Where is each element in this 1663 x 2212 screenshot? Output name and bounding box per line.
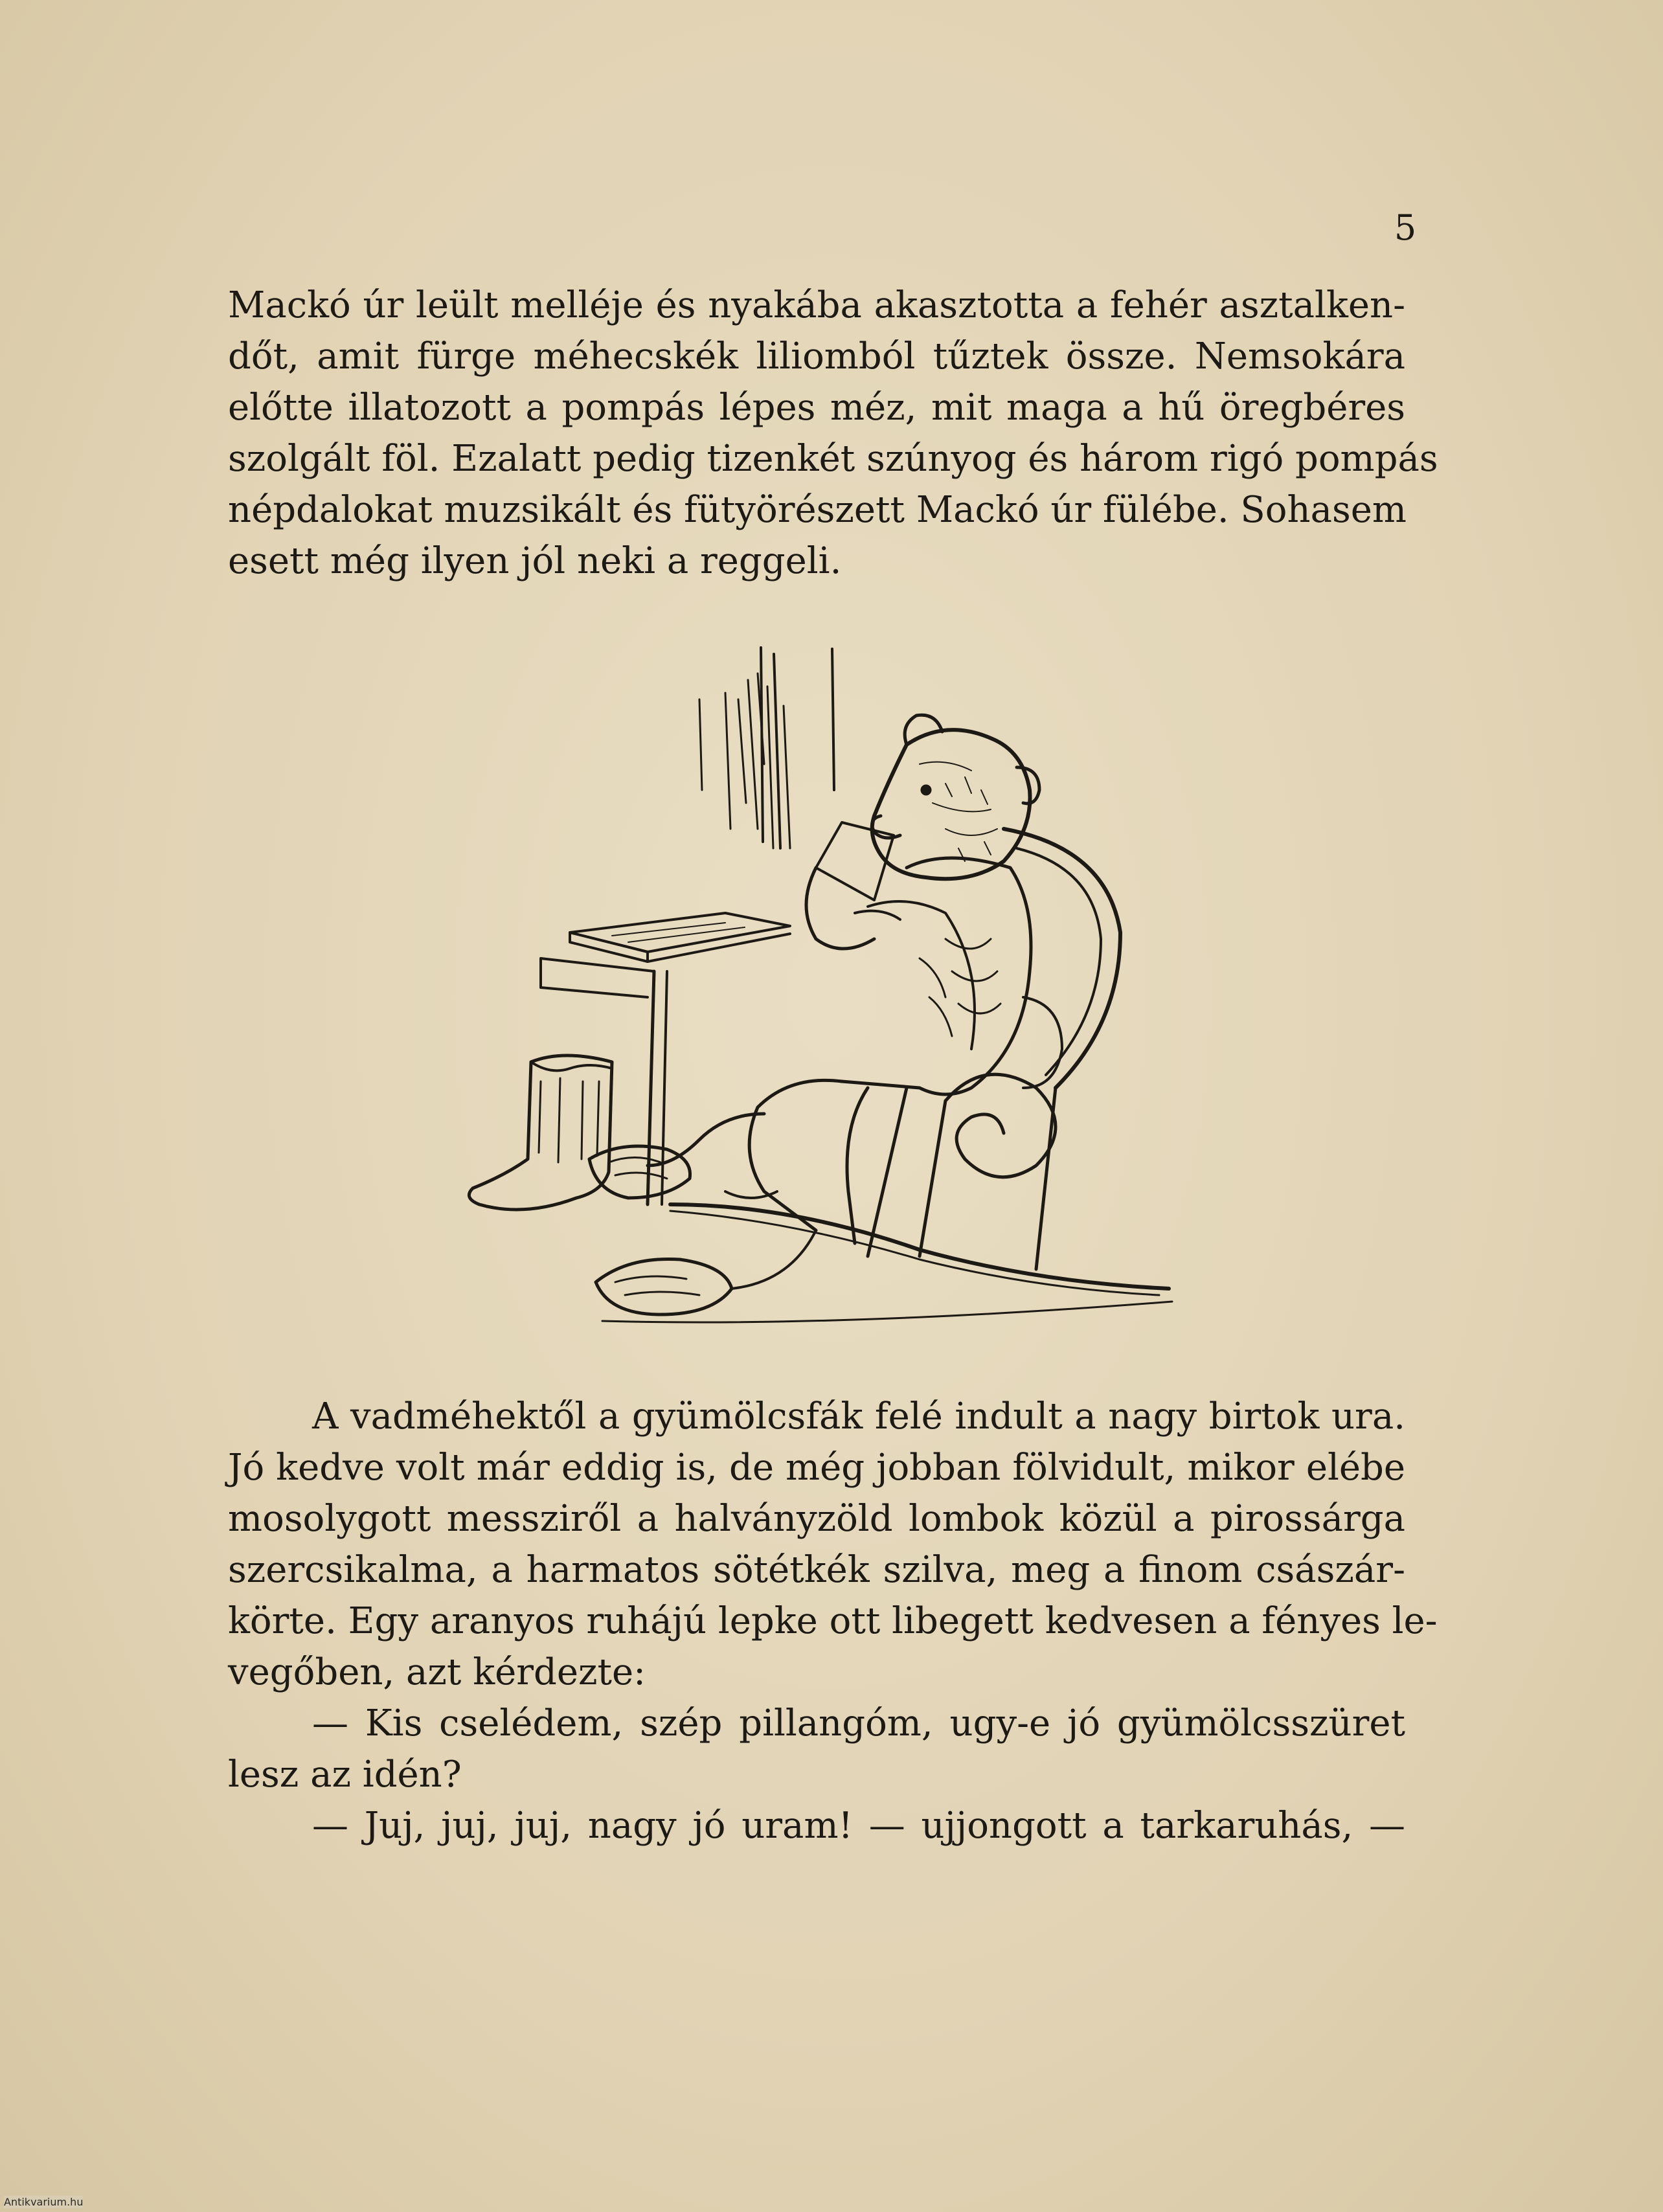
text-line: vegőben, azt kérdezte: bbox=[228, 1651, 646, 1693]
text-line: Jó kedve volt már eddig is, de még jobban fölvidult, mikor elébe bbox=[228, 1447, 1405, 1489]
text-line: körte. Egy aranyos ruhájú lepke ott libegett kedvesen a fényes le- bbox=[228, 1600, 1438, 1642]
watermark: Antikvarium.hu bbox=[4, 2196, 84, 2208]
text-line: Mackó úr leült melléje és nyakába akasztotta a fehér asztalken- bbox=[228, 284, 1405, 326]
text-line: lesz az idén? bbox=[228, 1754, 462, 1796]
text-line: — Juj, juj, juj, nagy jó uram! — ujjongott a tarkaruhás, — bbox=[312, 1805, 1405, 1847]
paragraph-2 bbox=[228, 1391, 1438, 1851]
text-line: népdalokat muzsikált és fütyörészett Mackó úr fülébe. Sohasem bbox=[228, 489, 1407, 531]
text-line: előtte illatozott a pompás lépes méz, mit maga a hű öregbéres bbox=[228, 387, 1405, 429]
text-line: A vadméhektől a gyümölcsfák felé indult a nagy birtok ura. bbox=[312, 1395, 1405, 1438]
text-line: — Kis cselédem, szép pillangóm, ugy-e jó gyümölcsszüret bbox=[312, 1702, 1405, 1744]
text-line: esett még ilyen jól neki a reggeli. bbox=[228, 540, 842, 582]
text-line: szercsikalma, a harmatos sötétkék szilva, meg a finom császár- bbox=[228, 1549, 1405, 1591]
paragraph-1 bbox=[228, 280, 1438, 587]
text-line: dőt, amit fürge méhecskék liliomból tűztek össze. Nemsokára bbox=[228, 335, 1405, 378]
page-number: 5 bbox=[1394, 207, 1417, 248]
text-line: szolgált föl. Ezalatt pedig tizenkét szúnyog és három rigó pompás bbox=[228, 438, 1438, 480]
text-line: mosolygott messziről a halványzöld lombok közül a pirossárga bbox=[228, 1498, 1405, 1540]
bear-rocking-chair-illustration bbox=[453, 635, 1198, 1366]
